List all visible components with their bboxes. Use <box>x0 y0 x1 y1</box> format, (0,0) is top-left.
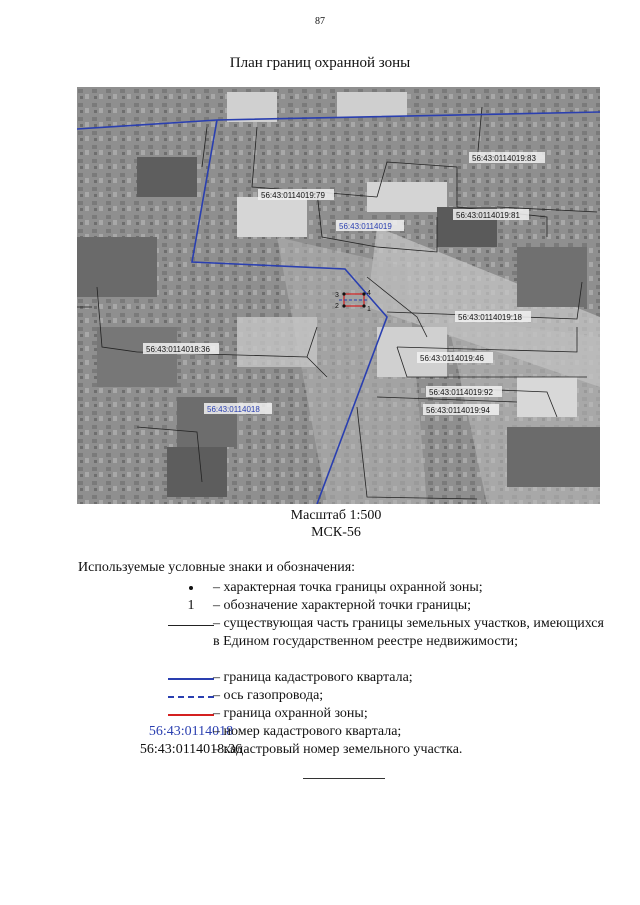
page-title: План границ охранной зоны <box>229 55 411 71</box>
parcel-label: 56:43:0114019:94 <box>426 406 490 415</box>
legend-title: Используемые условные знаки и обозначения: <box>78 560 356 575</box>
legend-text: – кадастровый номер земельного участка. <box>213 742 463 757</box>
point-number: 2 <box>335 303 339 310</box>
boundary-point <box>362 304 365 307</box>
parcel-label: 56:43:0114019:81 <box>456 211 520 220</box>
parcel-label: 56:43:0114019:83 <box>472 154 536 163</box>
point-number: 1 <box>367 306 371 313</box>
aerial-map <box>77 87 600 504</box>
boundary-point <box>362 292 365 295</box>
parcel-label: 56:43:0114019:79 <box>261 191 325 200</box>
point-number-symbol: 1 <box>187 598 195 613</box>
parcel-number-symbol: 56:43:0114018:36 <box>139 742 243 757</box>
scale-block <box>0 507 640 541</box>
point-number: 3 <box>335 292 339 299</box>
parcel-label: 56:43:0114019:46 <box>420 354 484 363</box>
coordinate-system: МСК-56 <box>311 525 361 540</box>
quarter-label: 56:43:0114018 <box>207 405 260 414</box>
legend-text: – граница охранной зоны; <box>213 706 368 721</box>
legend-text: – характерная точка границы охранной зоны; <box>213 580 483 595</box>
boundary-point <box>342 292 345 295</box>
quarter-label: 56:43:0114019 <box>339 222 392 231</box>
parcel-label: 56:43:0114018:36 <box>146 345 210 354</box>
page-number: 87 <box>315 16 325 27</box>
quarter-number-symbol: 56:43:0114018 <box>148 724 234 739</box>
parcel-label: 56:43:0114019:92 <box>429 388 493 397</box>
boundary-point <box>342 304 345 307</box>
point-number: 4 <box>367 290 371 297</box>
legend-text: – существующая часть границы земельных участков, имеющихся в Едином государственном реестре недвижимости; <box>213 616 604 649</box>
legend-text: – обозначение характерной точки границы; <box>213 598 472 613</box>
legend-text: – граница кадастрового квартала; <box>213 670 413 685</box>
parcel-label: 56:43:0114019:18 <box>458 313 522 322</box>
legend-text: – номер кадастрового квартала; <box>213 724 402 739</box>
footer-divider <box>303 778 385 779</box>
legend-text: – ось газопровода; <box>213 688 324 703</box>
scale-text: Масштаб 1:500 <box>290 508 382 523</box>
